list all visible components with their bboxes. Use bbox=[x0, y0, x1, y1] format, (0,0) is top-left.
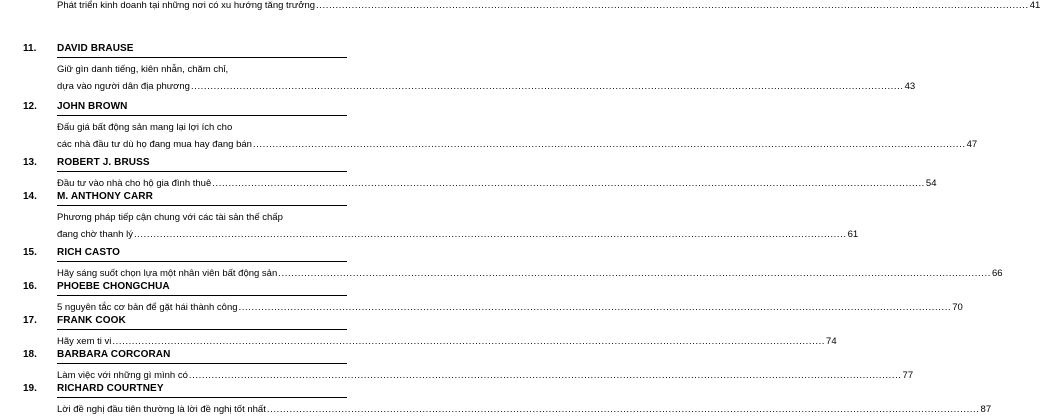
divider bbox=[57, 261, 347, 262]
chapter-title-text: Phát triển kinh doanh tại những nơi có xu hướng tăng trưởng bbox=[57, 0, 316, 11]
chapter-title-text: Đầu tư vào nhà cho hộ gia đình thuê bbox=[57, 178, 212, 189]
leader-dots: ............................................................................................................................................................................................................................ bbox=[252, 139, 966, 150]
chapter-title-text: Đấu giá bất động sản mang lại lợi ích cho bbox=[57, 122, 233, 133]
author-name: RICH CASTO bbox=[57, 247, 121, 258]
leader-dots: ............................................................................................................................................................................................................................ bbox=[266, 404, 980, 415]
chapter-title-line bbox=[57, 136, 978, 153]
chapter-title bbox=[57, 0, 1040, 14]
chapter-title-text: 5 nguyên tắc cơ bản để gặt hái thành công bbox=[57, 302, 238, 313]
page-number: 70 bbox=[952, 302, 963, 313]
entry-number: 12. bbox=[23, 101, 37, 112]
entry-number: 18. bbox=[23, 349, 37, 360]
entry-number: 11. bbox=[23, 43, 37, 54]
chapter-title-text: đang chờ thanh lý bbox=[57, 229, 133, 240]
page-number: 43 bbox=[904, 81, 916, 92]
chapter-title-text: Giữ gìn danh tiếng, kiên nhẫn, chăm chỉ, bbox=[57, 64, 229, 75]
page-number: 77 bbox=[902, 370, 914, 381]
divider bbox=[57, 329, 347, 330]
page-number: 41 bbox=[1029, 0, 1040, 11]
leader-dots: ............................................................................................................................................................................................................................ bbox=[188, 370, 902, 381]
chapter-title-line bbox=[57, 78, 916, 95]
chapter-title-text: dựa vào người dân địa phương bbox=[57, 81, 190, 92]
author-name: M. ANTHONY CARR bbox=[57, 191, 153, 202]
chapter-title-line bbox=[57, 209, 347, 226]
author-name: BARBARA CORCORAN bbox=[57, 349, 171, 360]
chapter-title bbox=[57, 401, 992, 418]
page-number: 74 bbox=[826, 336, 837, 347]
author-name: ROBERT J. BRUSS bbox=[57, 157, 150, 168]
entry-number: 16. bbox=[23, 281, 37, 292]
author-name: JOHN BROWN bbox=[57, 101, 128, 112]
page-number: 87 bbox=[980, 404, 992, 415]
divider bbox=[57, 115, 347, 116]
divider bbox=[57, 397, 347, 398]
author-name: DAVID BRAUSE bbox=[57, 43, 134, 54]
entry-number: 13. bbox=[23, 157, 37, 168]
leader-dots: ............................................................................................................................................................................................................................ bbox=[316, 0, 1029, 11]
divider bbox=[57, 57, 347, 58]
chapter-title bbox=[57, 209, 859, 243]
divider bbox=[57, 205, 347, 206]
chapter-title-text: Hãy xem ti vi bbox=[57, 336, 112, 347]
divider bbox=[57, 295, 347, 296]
entry-number: 19. bbox=[23, 383, 37, 394]
chapter-title-text: Phương pháp tiếp cận chung với các tài sản thế chấp bbox=[57, 212, 283, 223]
leader-dots: ............................................................................................................................................................................................................................ bbox=[190, 81, 904, 92]
leader-dots: ............................................................................................................................................................................................................................ bbox=[133, 229, 847, 240]
divider bbox=[57, 363, 347, 364]
leader-dots: ............................................................................................................................................................................................................................ bbox=[278, 268, 991, 279]
chapter-title-line bbox=[57, 226, 859, 243]
page-number: 47 bbox=[966, 139, 978, 150]
leader-dots: ............................................................................................................................................................................................................................ bbox=[112, 336, 826, 347]
chapter-title bbox=[57, 119, 978, 153]
chapter-title-text: các nhà đầu tư dù họ đang mua hay đang bán bbox=[57, 139, 252, 150]
chapter-title-text: Làm việc với những gì mình có bbox=[57, 370, 188, 381]
author-name: RICHARD COURTNEY bbox=[57, 383, 164, 394]
chapter-title-line bbox=[57, 61, 347, 78]
chapter-title-line bbox=[57, 401, 992, 418]
chapter-title-line bbox=[57, 119, 347, 136]
chapter-title-text: Lời đề nghị đầu tiên thường là lời đề nghị tốt nhất bbox=[57, 404, 266, 415]
chapter-title-line bbox=[57, 0, 1040, 14]
leader-dots: ............................................................................................................................................................................................................................ bbox=[212, 178, 925, 189]
divider bbox=[57, 171, 347, 172]
chapter-title-text: Hãy sáng suốt chọn lựa một nhân viên bất động sản bbox=[57, 268, 278, 279]
page-number: 61 bbox=[847, 229, 859, 240]
entry-number: 14. bbox=[23, 191, 37, 202]
chapter-title bbox=[57, 61, 916, 95]
author-name: FRANK COOK bbox=[57, 315, 126, 326]
leader-dots: ............................................................................................................................................................................................................................ bbox=[238, 302, 952, 313]
page-number: 54 bbox=[925, 178, 937, 189]
entry-number: 17. bbox=[23, 315, 37, 326]
page-number: 66 bbox=[991, 268, 1003, 279]
author-name: PHOEBE CHONGCHUA bbox=[57, 281, 170, 292]
entry-number: 15. bbox=[23, 247, 37, 258]
